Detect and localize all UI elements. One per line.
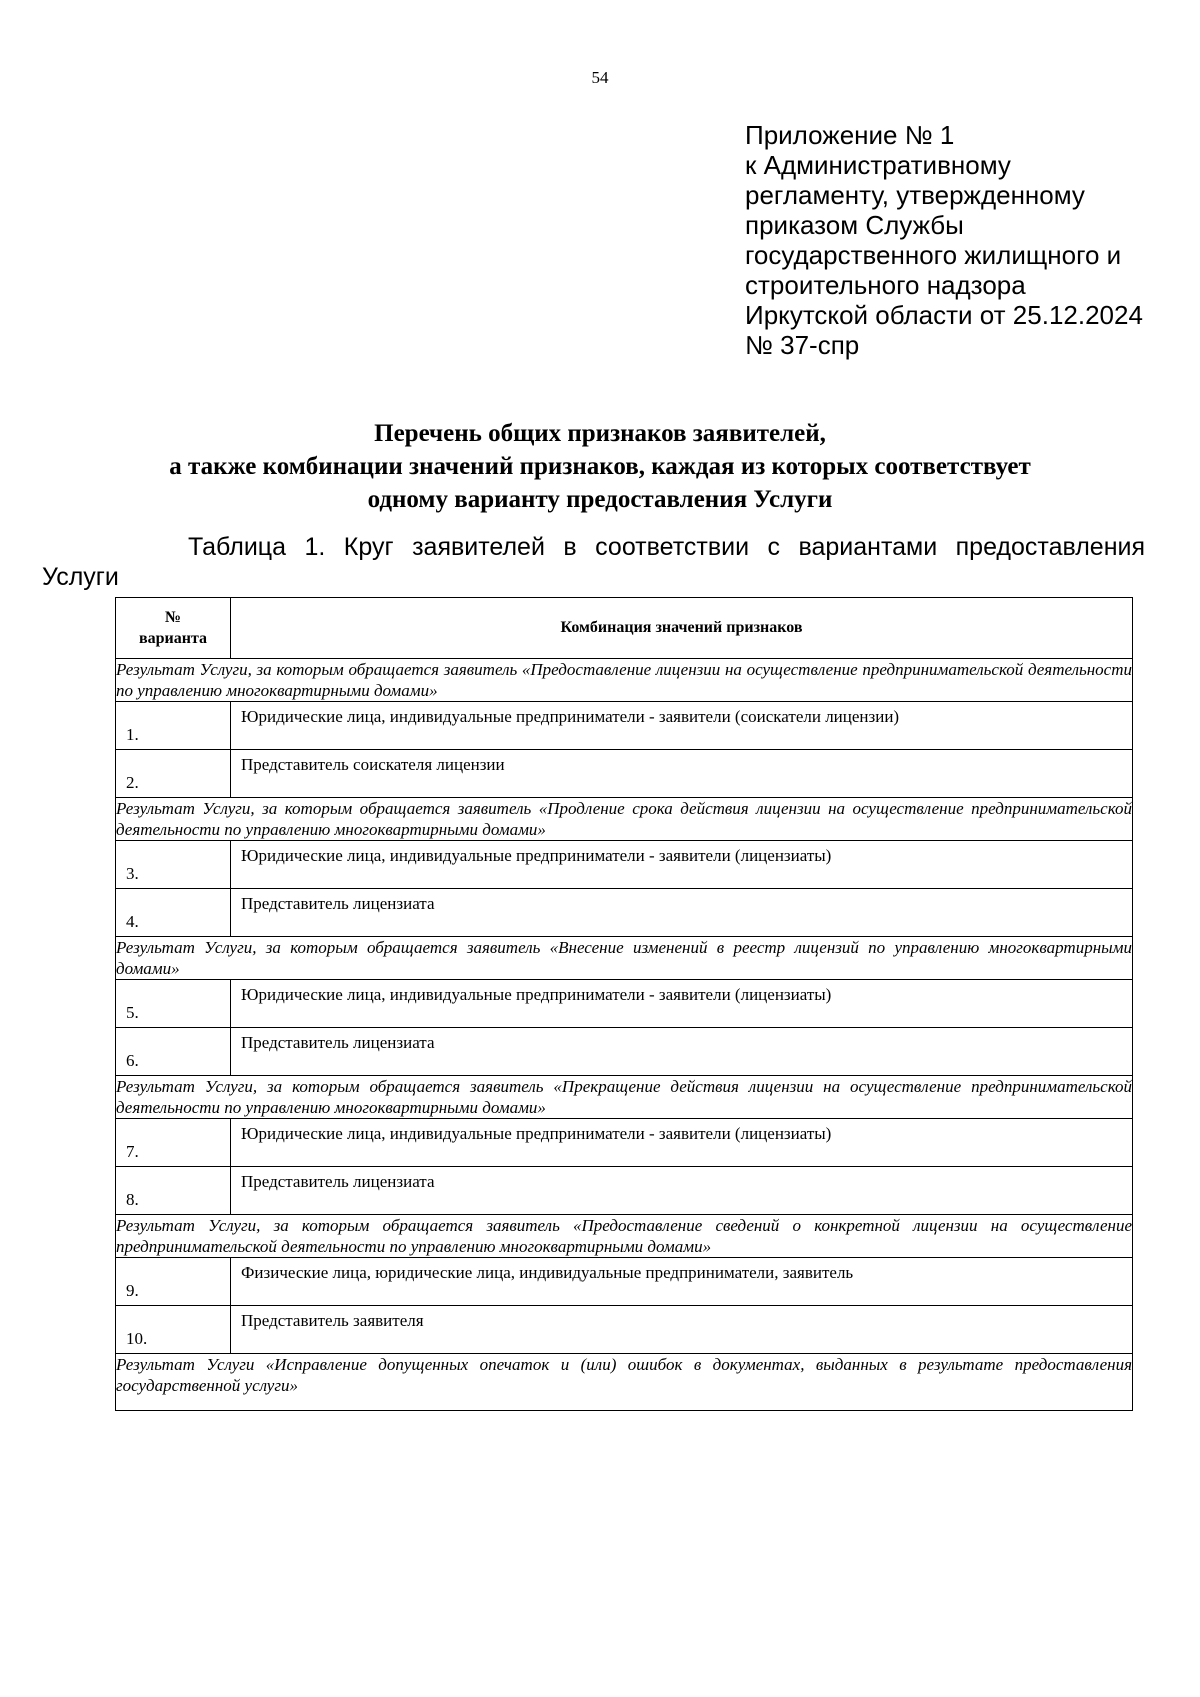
header-num-symbol: № xyxy=(164,609,182,626)
header-num-label: варианта xyxy=(138,630,208,647)
title-line: Перечень общих признаков заявителей, xyxy=(374,420,826,447)
variant-number: 10. xyxy=(116,1306,231,1354)
variant-applicant: Представитель лицензиата xyxy=(231,1028,1133,1076)
appendix-line: государственного жилищного и xyxy=(745,240,1122,270)
variant-applicant: Юридические лица, индивидуальные предприниматели - заявители (лицензиаты) xyxy=(231,1119,1133,1167)
variant-row xyxy=(116,1028,1133,1076)
variant-applicant: Юридические лица, индивидуальные предприниматели - заявители (лицензиаты) xyxy=(231,841,1133,889)
page-number: 54 xyxy=(591,68,609,87)
appendix-line: № 37-спр xyxy=(745,330,860,360)
variant-applicant: Представитель лицензиата xyxy=(231,889,1133,937)
variant-applicant: Представитель заявителя xyxy=(231,1306,1133,1354)
result-description: Результат Услуги, за которым обращается заявитель «Предоставление лицензии на осуществление предпринимательской деятельности по управлению многоквартирными домами» xyxy=(116,660,1132,700)
result-row xyxy=(116,1215,1133,1258)
result-row xyxy=(116,1076,1133,1119)
table-caption-line1: Таблица 1. Круг заявителей в соответствии с вариантами предоставления xyxy=(188,533,1145,561)
variant-row xyxy=(116,1119,1133,1167)
variant-applicant: Юридические лица, индивидуальные предприниматели - заявители (соискатели лицензии) xyxy=(231,702,1133,750)
variant-number: 5. xyxy=(116,980,231,1028)
variants-table xyxy=(115,597,1133,1411)
appendix-line: к Административному xyxy=(745,150,1011,180)
table-caption-line2: Услуги xyxy=(42,563,119,591)
variant-row xyxy=(116,1167,1133,1215)
variant-applicant: Представитель лицензиата xyxy=(231,1167,1133,1215)
variant-row xyxy=(116,980,1133,1028)
appendix-line: Приложение № 1 xyxy=(745,120,955,150)
title-line: одному варианту предоставления Услуги xyxy=(367,486,833,513)
result-description: Результат Услуги, за которым обращается заявитель «Продление срока действия лицензии на осуществление предпринимательской деятельности по управлению многоквартирными домами» xyxy=(116,799,1132,839)
variant-applicant: Юридические лица, индивидуальные предприниматели - заявители (лицензиаты) xyxy=(231,980,1133,1028)
result-row xyxy=(116,1354,1133,1411)
appendix-line: Иркутской области от 25.12.2024 xyxy=(745,300,1143,330)
result-description: Результат Услуги, за которым обращается заявитель «Внесение изменений в реестр лицензий по управлению многоквартирными домами» xyxy=(116,938,1132,978)
variant-number: 6. xyxy=(116,1028,231,1076)
table-header-row xyxy=(116,598,1133,659)
variant-applicant: Физические лица, юридические лица, индивидуальные предприниматели, заявитель xyxy=(231,1258,1133,1306)
header-variant-number xyxy=(116,598,231,659)
variant-number: 8. xyxy=(116,1167,231,1215)
result-description: Результат Услуги, за которым обращается заявитель «Предоставление сведений о конкретной лицензии на осуществление предпринимательской деятельности по управлению многоквартирными домами» xyxy=(116,1216,1132,1256)
variant-row xyxy=(116,1258,1133,1306)
variant-number: 4. xyxy=(116,889,231,937)
result-row xyxy=(116,937,1133,980)
header-combination: Комбинация значений признаков xyxy=(231,598,1133,659)
variant-number: 7. xyxy=(116,1119,231,1167)
variant-row xyxy=(116,1306,1133,1354)
variant-applicant: Представитель соискателя лицензии xyxy=(231,750,1133,798)
variant-number: 3. xyxy=(116,841,231,889)
appendix-line: приказом Службы xyxy=(745,210,964,240)
variant-number: 2. xyxy=(116,750,231,798)
table-body xyxy=(116,659,1133,1411)
result-description: Результат Услуги, за которым обращается заявитель «Прекращение действия лицензии на осуществление предпринимательской деятельности по управлению многоквартирными домами» xyxy=(116,1077,1132,1117)
result-row xyxy=(116,659,1133,702)
appendix-line: регламенту, утвержденному xyxy=(745,180,1085,210)
document-title xyxy=(0,417,1200,516)
variant-number: 1. xyxy=(116,702,231,750)
title-line: а также комбинации значений признаков, каждая из которых соответствует xyxy=(169,453,1031,480)
appendix-block xyxy=(745,120,1143,360)
variant-number: 9. xyxy=(116,1258,231,1306)
result-description: Результат Услуги «Исправление допущенных опечаток и (или) ошибок в документах, выданных в результате предоставления государственной услуги» xyxy=(116,1354,1133,1411)
variant-row xyxy=(116,750,1133,798)
result-row xyxy=(116,798,1133,841)
variant-row xyxy=(116,841,1133,889)
table-caption xyxy=(42,532,1145,592)
variant-row xyxy=(116,702,1133,750)
appendix-line: строительного надзора xyxy=(745,270,1026,300)
variant-row xyxy=(116,889,1133,937)
